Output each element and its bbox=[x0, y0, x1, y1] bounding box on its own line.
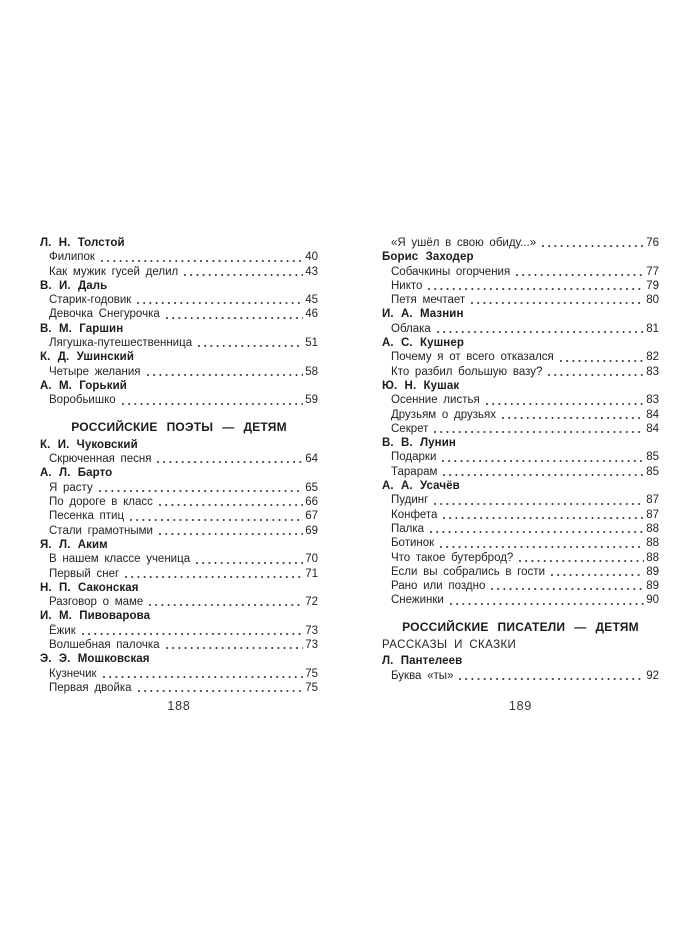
dot-leader bbox=[198, 345, 303, 347]
toc-entry bbox=[382, 579, 659, 593]
toc-entry-title: Если вы собрались в гости bbox=[391, 565, 545, 578]
toc-entry bbox=[40, 638, 318, 652]
toc-entry bbox=[40, 552, 318, 566]
toc-author: В. В. Лунин bbox=[382, 437, 456, 450]
toc-entry-page: 89 bbox=[646, 580, 659, 593]
toc-entry bbox=[40, 481, 318, 495]
dot-leader bbox=[471, 302, 644, 304]
dot-leader bbox=[122, 403, 304, 405]
toc-entry-page: 72 bbox=[305, 596, 318, 609]
toc-entry-title: Четыре желания bbox=[49, 365, 141, 378]
dot-leader bbox=[440, 546, 644, 548]
toc-entry-page: 67 bbox=[305, 510, 318, 523]
toc-entry-page: 85 bbox=[646, 465, 659, 478]
dot-leader bbox=[542, 245, 644, 247]
dot-leader bbox=[430, 531, 644, 533]
toc-entry-page: 92 bbox=[646, 669, 659, 682]
toc-entry bbox=[40, 624, 318, 638]
toc-entry bbox=[40, 336, 318, 350]
toc-entry-page: 64 bbox=[305, 453, 318, 466]
toc-entry-page: 87 bbox=[646, 494, 659, 507]
toc-entry bbox=[382, 593, 659, 607]
toc-entry bbox=[40, 681, 318, 695]
toc-entry-title: Первый снег bbox=[49, 567, 120, 580]
toc-entry-title: Пудинг bbox=[391, 494, 429, 507]
toc-author: Ю. Н. Кушак bbox=[382, 379, 460, 392]
toc-author: Н. П. Саконская bbox=[40, 581, 139, 594]
dot-leader bbox=[130, 519, 303, 521]
toc-entry-page: 43 bbox=[305, 265, 318, 278]
dot-leader bbox=[491, 588, 644, 590]
section-heading: РОССИЙСКИЕ ПОЭТЫ — ДЕТЯМ bbox=[71, 419, 287, 434]
toc-entry-page: 66 bbox=[305, 496, 318, 509]
toc-entry-page: 81 bbox=[646, 322, 659, 335]
toc-entry bbox=[382, 450, 659, 464]
toc-entry-page: 45 bbox=[305, 294, 318, 307]
toc-entry bbox=[382, 669, 659, 683]
toc-entry-title: Осенние листья bbox=[391, 394, 480, 407]
toc-entry-title: Буква «ты» bbox=[391, 669, 454, 682]
dot-leader bbox=[138, 690, 304, 692]
toc-entry-title: Девочка Снегурочка bbox=[49, 308, 160, 321]
toc-entry-title: Первая двойка bbox=[49, 681, 132, 694]
toc-entry bbox=[382, 522, 659, 536]
toc-entry-title: Воробьишко bbox=[49, 394, 116, 407]
toc-author: А. М. Горький bbox=[40, 379, 127, 392]
toc-entry-title: Ботинок bbox=[391, 537, 435, 550]
toc-entry-page: 83 bbox=[646, 394, 659, 407]
page-number-right: 189 bbox=[508, 699, 533, 713]
section-subheading: РАССКАЗЫ И СКАЗКИ bbox=[382, 639, 517, 652]
toc-author: А. Л. Барто bbox=[40, 467, 113, 480]
toc-entry-page: 85 bbox=[646, 451, 659, 464]
dot-leader bbox=[519, 560, 644, 562]
toc-entry-title: По дороге в класс bbox=[49, 496, 153, 509]
toc-entry-title: Палка bbox=[391, 522, 425, 535]
dot-leader bbox=[434, 503, 644, 505]
toc-entry-title: Петя мечтает bbox=[391, 294, 466, 307]
toc-entry-page: 59 bbox=[305, 394, 318, 407]
dot-leader bbox=[101, 260, 303, 262]
toc-author: И. М. Пивоварова bbox=[40, 610, 151, 623]
toc-entry-title: Рано или поздно bbox=[391, 580, 486, 593]
toc-entry bbox=[40, 250, 318, 264]
toc-entry-page: 76 bbox=[646, 237, 659, 249]
toc-entry bbox=[382, 365, 659, 379]
toc-entry-title: Филипок bbox=[49, 251, 95, 264]
dot-leader bbox=[502, 417, 644, 419]
toc-entry-title: Кузнечик bbox=[49, 667, 97, 680]
toc-entry-page: 90 bbox=[646, 594, 659, 607]
dot-leader bbox=[166, 317, 303, 319]
dot-leader bbox=[166, 647, 304, 649]
toc-entry bbox=[382, 279, 659, 293]
toc-entry-title: Снежинки bbox=[391, 594, 444, 607]
toc-entry-title: В нашем классе ученица bbox=[49, 553, 191, 566]
toc-entry-page: 83 bbox=[646, 365, 659, 378]
toc-entry bbox=[40, 293, 318, 307]
toc-entry-title: Друзьям о друзьях bbox=[391, 408, 496, 421]
toc-author: К. И. Чуковский bbox=[40, 438, 138, 451]
toc-entry bbox=[382, 236, 659, 250]
toc-entry-title: Собачкины огорчения bbox=[391, 265, 511, 278]
toc-entry-page: 65 bbox=[305, 481, 318, 494]
dot-leader bbox=[196, 562, 303, 564]
toc-column-left bbox=[40, 236, 318, 695]
toc-column-right bbox=[382, 236, 659, 683]
toc-entry-page: 75 bbox=[305, 667, 318, 680]
dot-leader bbox=[99, 490, 304, 492]
toc-entry-page: 40 bbox=[305, 251, 318, 264]
toc-entry bbox=[382, 408, 659, 422]
toc-entry-title: Секрет bbox=[391, 422, 429, 435]
toc-entry bbox=[40, 509, 318, 523]
toc-entry-page: 79 bbox=[646, 279, 659, 292]
toc-author: Борис Заходер bbox=[382, 251, 474, 264]
toc-entry bbox=[382, 551, 659, 565]
toc-entry-page: 51 bbox=[305, 337, 318, 350]
dot-leader bbox=[442, 460, 644, 462]
toc-entry-page: 73 bbox=[305, 624, 318, 637]
toc-entry bbox=[382, 565, 659, 579]
toc-entry bbox=[40, 595, 318, 609]
toc-entry-page: 46 bbox=[305, 308, 318, 321]
toc-entry-page: 87 bbox=[646, 508, 659, 521]
toc-entry bbox=[382, 393, 659, 407]
toc-entry bbox=[40, 567, 318, 581]
toc-entry bbox=[382, 465, 659, 479]
toc-entry bbox=[40, 667, 318, 681]
toc-entry bbox=[40, 365, 318, 379]
toc-entry-title: Скрюченная песня bbox=[49, 453, 152, 466]
toc-entry-title: Стали грамотными bbox=[49, 524, 153, 537]
toc-entry bbox=[382, 265, 659, 279]
toc-entry bbox=[40, 495, 318, 509]
toc-entry-title: Старик-годовик bbox=[49, 294, 132, 307]
toc-entry bbox=[382, 293, 659, 307]
dot-leader bbox=[149, 604, 303, 606]
toc-entry-title: Волшебная палочка bbox=[49, 639, 160, 652]
toc-entry-title: Разговор о маме bbox=[49, 596, 144, 609]
toc-entry-page: 73 bbox=[305, 639, 318, 652]
toc-entry-page: 77 bbox=[646, 265, 659, 278]
page-number-left: 188 bbox=[167, 699, 191, 713]
toc-entry-page: 58 bbox=[305, 365, 318, 378]
dot-leader bbox=[443, 474, 644, 476]
toc-author: Л. Пантелеев bbox=[382, 655, 463, 668]
toc-entry-title: Я расту bbox=[49, 481, 93, 494]
toc-entry-title: Ёжик bbox=[49, 624, 76, 637]
dot-leader bbox=[443, 517, 644, 519]
toc-entry bbox=[40, 524, 318, 538]
dot-leader bbox=[159, 504, 303, 506]
dot-leader bbox=[450, 603, 644, 605]
toc-entry-page: 88 bbox=[646, 537, 659, 550]
toc-entry bbox=[382, 322, 659, 336]
dot-leader bbox=[560, 360, 644, 362]
toc-entry-page: 84 bbox=[646, 422, 659, 435]
toc-entry-title: Что такое бутерброд? bbox=[391, 551, 514, 564]
dot-leader bbox=[184, 274, 303, 276]
section-heading: РОССИЙСКИЕ ПИСАТЕЛИ — ДЕТЯМ bbox=[402, 619, 639, 634]
toc-author: К. Д. Ушинский bbox=[40, 351, 134, 364]
dot-leader bbox=[437, 331, 644, 333]
toc-entry-page: 80 bbox=[646, 294, 659, 307]
toc-entry-page: 69 bbox=[305, 524, 318, 537]
toc-entry bbox=[382, 493, 659, 507]
toc-entry-page: 84 bbox=[646, 408, 659, 421]
toc-entry-title: Почему я от всего отказался bbox=[391, 351, 554, 364]
dot-leader bbox=[486, 403, 645, 405]
toc-entry-title: Тарарам bbox=[391, 465, 438, 478]
dot-leader bbox=[516, 274, 644, 276]
dot-leader bbox=[551, 574, 644, 576]
toc-entry-title: «Я ушёл в свою обиду...» bbox=[391, 237, 537, 249]
toc-author: В. М. Гаршин bbox=[40, 322, 124, 335]
toc-entry bbox=[40, 393, 318, 407]
toc-entry-title: Конфета bbox=[391, 508, 438, 521]
toc-entry-title: Подарки bbox=[391, 451, 437, 464]
toc-entry bbox=[382, 422, 659, 436]
toc-entry-page: 82 bbox=[646, 351, 659, 364]
toc-entry bbox=[382, 508, 659, 522]
dot-leader bbox=[157, 461, 303, 463]
toc-entry-page: 75 bbox=[305, 681, 318, 694]
dot-leader bbox=[147, 374, 304, 376]
toc-entry-title: Лягушка-путешественница bbox=[49, 337, 193, 350]
toc-entry-page: 71 bbox=[305, 567, 318, 580]
toc-author: А. А. Усачёв bbox=[382, 480, 460, 493]
toc-entry-page: 70 bbox=[305, 553, 318, 566]
toc-entry-page: 88 bbox=[646, 522, 659, 535]
dot-leader bbox=[82, 633, 303, 635]
toc-entry-title: Облака bbox=[391, 322, 431, 335]
toc-entry-title: Никто bbox=[391, 279, 423, 292]
dot-leader bbox=[137, 302, 303, 304]
toc-entry bbox=[382, 536, 659, 550]
dot-leader bbox=[103, 676, 304, 678]
dot-leader bbox=[428, 288, 644, 290]
toc-author: В. И. Даль bbox=[40, 279, 108, 292]
toc-entry-title: Как мужик гусей делил bbox=[49, 265, 179, 278]
toc-entry bbox=[40, 452, 318, 466]
toc-author: Л. Н. Толстой bbox=[40, 237, 125, 249]
toc-author: Э. Э. Мошковская bbox=[40, 653, 150, 666]
toc-author: И. А. Мазнин bbox=[382, 308, 464, 321]
toc-author: Я. Л. Аким bbox=[40, 538, 108, 551]
dot-leader bbox=[125, 576, 303, 578]
toc-entry-title: Песенка птиц bbox=[49, 510, 125, 523]
toc-entry bbox=[40, 307, 318, 321]
toc-entry bbox=[382, 350, 659, 364]
dot-leader bbox=[159, 533, 303, 535]
dot-leader bbox=[459, 678, 644, 680]
toc-entry-page: 89 bbox=[646, 565, 659, 578]
toc-entry-page: 88 bbox=[646, 551, 659, 564]
dot-leader bbox=[548, 374, 644, 376]
toc-entry-title: Кто разбил большую вазу? bbox=[391, 365, 543, 378]
dot-leader bbox=[434, 431, 644, 433]
toc-entry bbox=[40, 265, 318, 279]
toc-author: А. С. Кушнер bbox=[382, 337, 464, 350]
